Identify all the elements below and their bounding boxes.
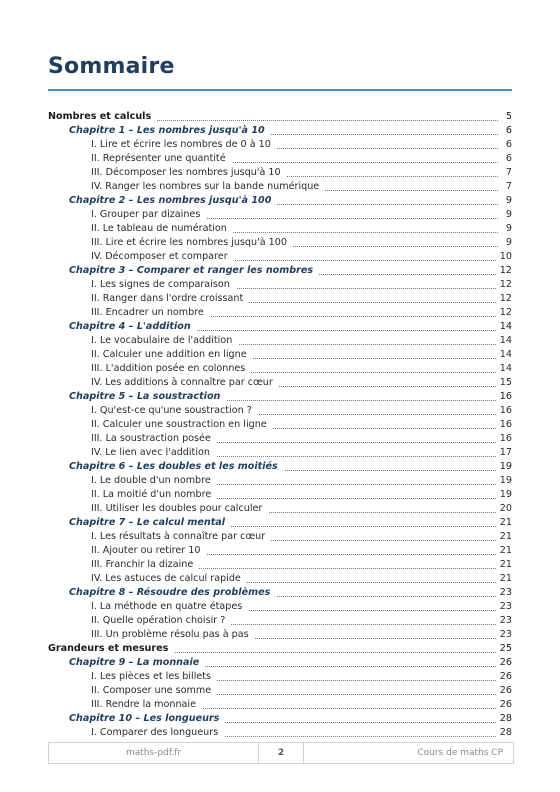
toc-subsection-title: II. La moitié d'un nombre (91, 488, 217, 502)
toc-subsection-row[interactable] (48, 474, 512, 488)
toc-subsection-row[interactable] (48, 180, 512, 194)
toc-chapter-title: Chapitre 5 – La soustraction (69, 390, 226, 404)
toc-subsection-row[interactable] (48, 558, 512, 572)
toc-subsection-row[interactable] (48, 488, 512, 502)
toc-subsection-title: IV. Ranger les nombres sur la bande numérique (91, 180, 325, 194)
toc-subsection-title: IV. Le lien avec l'addition (91, 446, 216, 460)
toc-chapter-row[interactable] (48, 124, 512, 138)
toc-subsection-title: II. Représenter une quantité (91, 152, 232, 166)
toc-subsection-title: II. Quelle opération choisir ? (91, 614, 231, 628)
footer-site: maths-pdf.fr (49, 743, 259, 763)
toc-chapter-page-number: 16 (496, 390, 512, 404)
toc-chapter-row[interactable] (48, 194, 512, 208)
toc-subsection-row[interactable] (48, 614, 512, 628)
toc-subsection-row[interactable] (48, 138, 512, 152)
toc-subsection-title: II. Ajouter ou retirer 10 (91, 544, 207, 558)
toc-subsection-row[interactable] (48, 698, 512, 712)
toc-subsection-row[interactable] (48, 152, 512, 166)
toc-subsection-title: III. Encadrer un nombre (91, 306, 210, 320)
toc-chapter-title: Chapitre 9 – La monnaie (69, 656, 205, 670)
toc-chapter-page-number: 14 (496, 320, 512, 334)
toc-subsection-page-number: 12 (496, 278, 512, 292)
toc-chapter-page-number: 9 (502, 194, 512, 208)
toc-subsection-row[interactable] (48, 250, 512, 264)
toc-section-page-number: 5 (502, 110, 512, 124)
toc-chapter-title: Chapitre 3 – Comparer et ranger les nombres (69, 264, 319, 278)
toc-chapter-row[interactable] (48, 320, 512, 334)
toc-subsection-page-number: 26 (496, 684, 512, 698)
toc-subsection-title: III. Utiliser les doubles pour calculer (91, 502, 268, 516)
toc-subsection-row[interactable] (48, 306, 512, 320)
toc-subsection-row[interactable] (48, 222, 512, 236)
toc-subsection-row[interactable] (48, 628, 512, 642)
toc-subsection-row[interactable] (48, 726, 512, 740)
toc-chapter-page-number: 23 (496, 586, 512, 600)
toc-subsection-row[interactable] (48, 292, 512, 306)
toc-subsection-row[interactable] (48, 348, 512, 362)
toc-subsection-page-number: 16 (496, 404, 512, 418)
toc-subsection-page-number: 15 (496, 376, 512, 390)
toc-subsection-row[interactable] (48, 544, 512, 558)
toc-subsection-title: II. Calculer une addition en ligne (91, 348, 253, 362)
toc-subsection-page-number: 12 (496, 292, 512, 306)
toc-subsection-title: III. Un problème résolu pas à pas (91, 628, 255, 642)
toc-subsection-row[interactable] (48, 502, 512, 516)
toc-subsection-page-number: 14 (496, 348, 512, 362)
toc-subsection-row[interactable] (48, 600, 512, 614)
toc-subsection-page-number: 21 (496, 530, 512, 544)
toc-subsection-row[interactable] (48, 404, 512, 418)
toc-subsection-title: IV. Les additions à connaître par cœur (91, 376, 279, 390)
toc-chapter-title: Chapitre 8 – Résoudre des problèmes (69, 586, 276, 600)
toc-subsection-row[interactable] (48, 236, 512, 250)
footer-course: Cours de maths CP (417, 748, 503, 758)
toc-subsection-title: II. Ranger dans l'ordre croissant (91, 292, 249, 306)
toc-subsection-page-number: 6 (502, 138, 512, 152)
toc-chapter-row[interactable] (48, 586, 512, 600)
toc-chapter-title: Chapitre 7 – Le calcul mental (69, 516, 231, 530)
footer-page-number: 2 (259, 743, 304, 763)
toc-subsection-title: II. Le tableau de numération (91, 222, 233, 236)
toc-chapter-page-number: 19 (496, 460, 512, 474)
toc-chapter-title: Chapitre 10 – Les longueurs (69, 712, 225, 726)
toc-subsection-row[interactable] (48, 208, 512, 222)
toc-chapter-row[interactable] (48, 516, 512, 530)
toc-subsection-title: I. Lire et écrire les nombres de 0 à 10 (91, 138, 277, 152)
toc-subsection-page-number: 26 (496, 670, 512, 684)
toc-subsection-page-number: 19 (496, 488, 512, 502)
toc-subsection-page-number: 9 (502, 236, 512, 250)
toc-subsection-page-number: 9 (502, 222, 512, 236)
toc-subsection-page-number: 9 (502, 208, 512, 222)
toc-subsection-title: IV. Décomposer et comparer (91, 250, 234, 264)
toc-subsection-row[interactable] (48, 278, 512, 292)
toc-subsection-title: II. Calculer une soustraction en ligne (91, 418, 273, 432)
toc-subsection-row[interactable] (48, 418, 512, 432)
toc-subsection-page-number: 26 (496, 698, 512, 712)
toc-chapter-title: Chapitre 4 – L'addition (69, 320, 197, 334)
toc-subsection-page-number: 16 (496, 432, 512, 446)
toc-subsection-page-number: 6 (502, 152, 512, 166)
toc-subsection-row[interactable] (48, 376, 512, 390)
toc-subsection-row[interactable] (48, 684, 512, 698)
toc-section-title: Grandeurs et mesures (48, 642, 174, 656)
toc-section-title: Nombres et calculs (48, 110, 157, 124)
toc-subsection-row[interactable] (48, 362, 512, 376)
toc-subsection-title: I. Le double d'un nombre (91, 474, 217, 488)
table-of-contents (48, 110, 512, 740)
toc-subsection-page-number: 21 (496, 544, 512, 558)
toc-subsection-title: I. Grouper par dizaines (91, 208, 206, 222)
toc-subsection-title: III. Décomposer les nombres jusqu'à 10 (91, 166, 287, 180)
title-underline (48, 89, 512, 91)
toc-subsection-page-number: 21 (496, 558, 512, 572)
toc-section-row[interactable] (48, 642, 512, 656)
toc-subsection-row[interactable] (48, 446, 512, 460)
toc-subsection-row[interactable] (48, 432, 512, 446)
toc-subsection-row[interactable] (48, 572, 512, 586)
toc-subsection-title: I. La méthode en quatre étapes (91, 600, 248, 614)
toc-subsection-row[interactable] (48, 530, 512, 544)
toc-subsection-page-number: 23 (496, 614, 512, 628)
toc-subsection-page-number: 17 (496, 446, 512, 460)
toc-chapter-row[interactable] (48, 712, 512, 726)
toc-subsection-title: III. La soustraction posée (91, 432, 217, 446)
toc-subsection-page-number: 7 (502, 180, 512, 194)
toc-subsection-row[interactable] (48, 166, 512, 180)
toc-subsection-page-number: 16 (496, 418, 512, 432)
toc-subsection-title: III. L'addition posée en colonnes (91, 362, 251, 376)
toc-chapter-row[interactable] (48, 390, 512, 404)
toc-subsection-title: I. Qu'est-ce qu'une soustraction ? (91, 404, 258, 418)
toc-subsection-title: IV. Les astuces de calcul rapide (91, 572, 247, 586)
toc-subsection-title: III. Franchir la dizaine (91, 558, 199, 572)
toc-chapter-page-number: 28 (496, 712, 512, 726)
toc-chapter-page-number: 12 (496, 264, 512, 278)
toc-chapter-title: Chapitre 2 – Les nombres jusqu'à 100 (69, 194, 277, 208)
toc-subsection-page-number: 7 (502, 166, 512, 180)
toc-section-page-number: 25 (496, 642, 512, 656)
toc-subsection-page-number: 10 (496, 250, 512, 264)
toc-subsection-title: I. Comparer des longueurs (91, 726, 224, 740)
toc-subsection-title: I. Les pièces et les billets (91, 670, 217, 684)
toc-subsection-title: III. Lire et écrire les nombres jusqu'à 100 (91, 236, 293, 250)
toc-chapter-title: Chapitre 6 – Les doubles et les moitiés (69, 460, 284, 474)
toc-subsection-title: I. Les résultats à connaître par cœur (91, 530, 271, 544)
toc-subsection-title: II. Composer une somme (91, 684, 217, 698)
toc-subsection-row[interactable] (48, 334, 512, 348)
toc-section-row[interactable] (48, 110, 512, 124)
toc-chapter-row[interactable] (48, 264, 512, 278)
toc-chapter-page-number: 26 (496, 656, 512, 670)
toc-subsection-row[interactable] (48, 670, 512, 684)
toc-subsection-page-number: 20 (496, 502, 512, 516)
toc-subsection-page-number: 21 (496, 572, 512, 586)
toc-subsection-title: I. Les signes de comparaison (91, 278, 236, 292)
toc-subsection-page-number: 28 (496, 726, 512, 740)
page-footer (48, 742, 514, 764)
toc-subsection-page-number: 12 (496, 306, 512, 320)
toc-chapter-row[interactable] (48, 656, 512, 670)
toc-subsection-page-number: 23 (496, 600, 512, 614)
toc-subsection-page-number: 14 (496, 362, 512, 376)
page-title: Sommaire (48, 54, 175, 79)
toc-subsection-page-number: 19 (496, 474, 512, 488)
toc-subsection-page-number: 23 (496, 628, 512, 642)
toc-subsection-title: III. Rendre la monnaie (91, 698, 202, 712)
toc-subsection-title: I. Le vocabulaire de l'addition (91, 334, 238, 348)
toc-subsection-page-number: 14 (496, 334, 512, 348)
toc-chapter-title: Chapitre 1 – Les nombres jusqu'à 10 (69, 124, 271, 138)
toc-chapter-page-number: 6 (502, 124, 512, 138)
toc-chapter-page-number: 21 (496, 516, 512, 530)
toc-chapter-row[interactable] (48, 460, 512, 474)
